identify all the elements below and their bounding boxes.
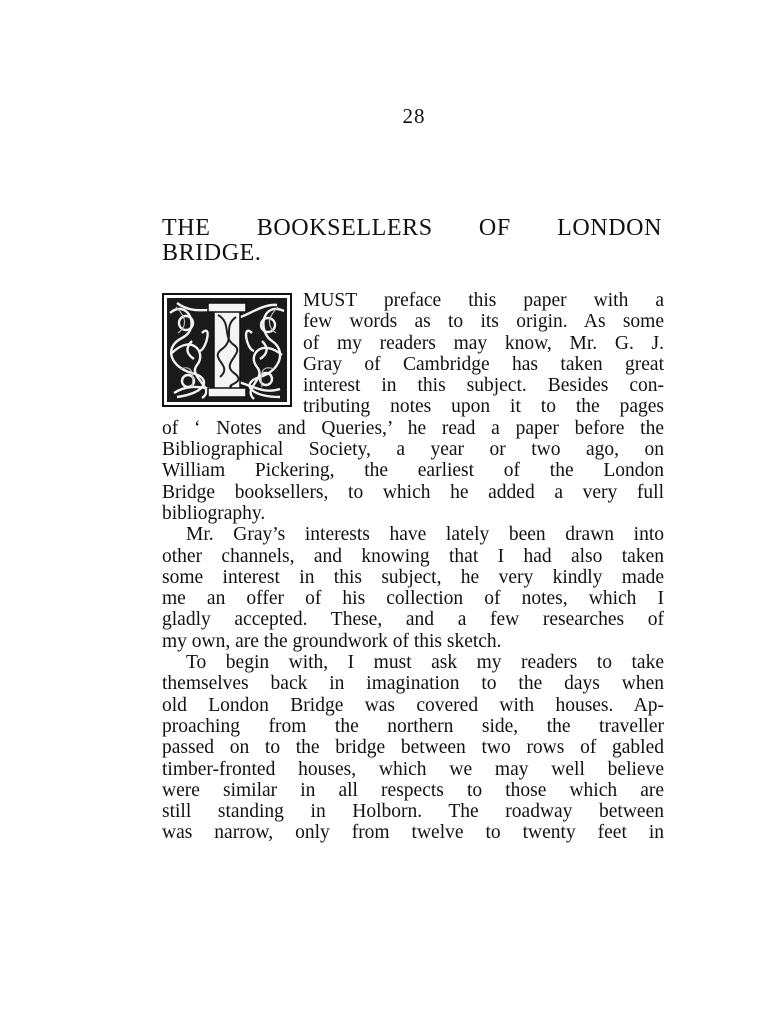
page-number: 28: [402, 104, 426, 128]
text-line: Gray of Cambridge has taken great: [303, 353, 664, 375]
text-line: interest in this subject. Besides con-: [303, 375, 664, 397]
text-line: William Pickering, the earliest of the London: [162, 460, 664, 482]
text-line: Bridge booksellers, to which he added a very full: [162, 481, 664, 503]
text-line: of ‘ Notes and Queries,’ he read a paper before the: [162, 417, 664, 439]
text-line: of my readers may know, Mr. G. J.: [303, 332, 664, 354]
text-line: was narrow, only from twelve to twenty feet in: [162, 822, 664, 844]
chapter-title-line-1: THE BOOKSELLERS OF LONDON: [162, 215, 662, 241]
text-line: bibliography.: [162, 502, 266, 524]
text-line: still standing in Holborn. The roadway between: [162, 801, 664, 823]
paragraph-2: [162, 524, 664, 652]
text-line: timber-fronted houses, which we may well believe: [162, 758, 664, 780]
text-line: old London Bridge was covered with houses. Ap-: [162, 694, 664, 716]
text-line: Bibliographical Society, a year or two ago, on: [162, 439, 664, 461]
text-line: were similar in all respects to those which are: [162, 779, 664, 801]
text-line: me an offer of his collection of notes, which I: [162, 588, 664, 610]
text-line: gladly accepted. These, and a few researches of: [162, 609, 664, 631]
text-line: Mr. Gray’s interests have lately been drawn into: [186, 524, 664, 546]
chapter-title: [162, 216, 662, 266]
body-text: [162, 290, 664, 844]
text-line: other channels, and knowing that I had also taken: [162, 545, 664, 567]
text-line: passed on to the bridge between two rows of gabled: [162, 737, 664, 759]
text-line: proaching from the northern side, the traveller: [162, 715, 664, 737]
paragraph-1: [162, 290, 664, 524]
text-line: To begin with, I must ask my readers to take: [186, 652, 664, 674]
text-line: themselves back in imagination to the days when: [162, 673, 664, 695]
text-line: few words as to its origin. As some: [303, 311, 664, 333]
chapter-title-line-2: BRIDGE.: [162, 240, 262, 266]
text-line: tributing notes upon it to the pages: [303, 396, 664, 418]
text-line: some interest in this subject, he very kindly made: [162, 566, 664, 588]
text-line: MUST preface this paper with a: [303, 290, 664, 311]
paragraph-3: [162, 652, 664, 844]
text-line: my own, are the groundwork of this sketch.: [162, 630, 502, 652]
